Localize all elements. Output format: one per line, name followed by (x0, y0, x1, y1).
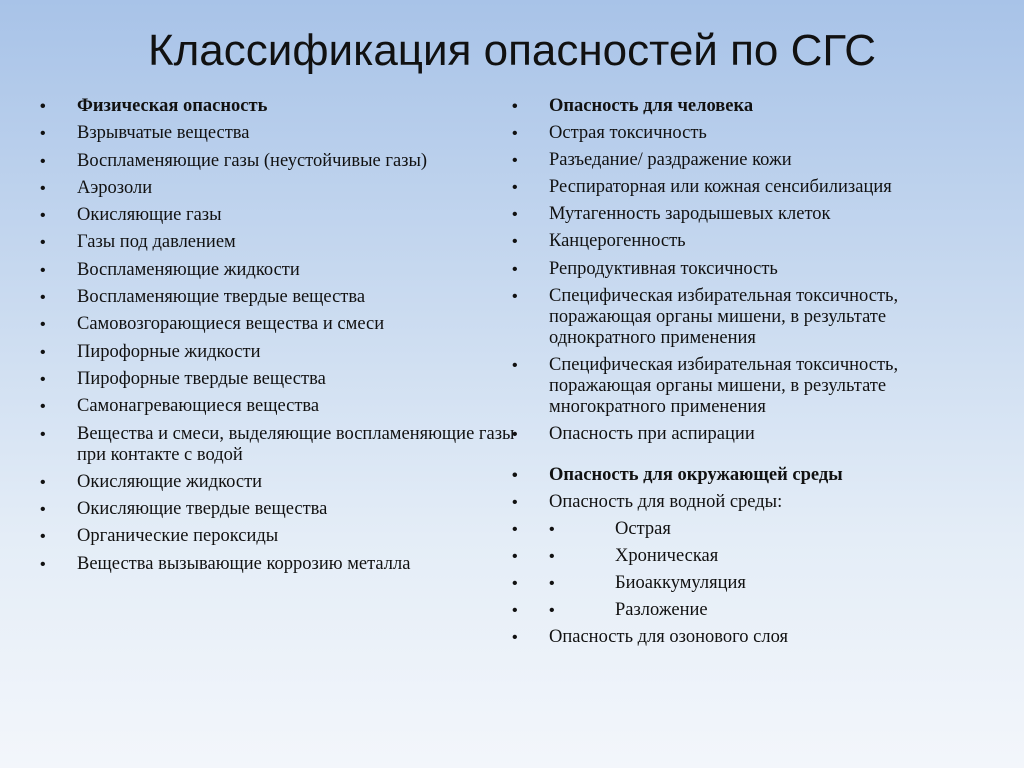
list-item-text: Острая (615, 519, 671, 540)
list-item (40, 526, 515, 547)
list-item-text: Окисляющие газы (77, 205, 222, 226)
list-item-text: Окисляющие твердые вещества (77, 499, 328, 520)
list-item (40, 123, 515, 144)
list-item-text: Респираторная или кожная сенсибилизация (549, 177, 892, 198)
list-item (40, 178, 515, 199)
list-item (512, 519, 992, 540)
list-item-text: Специфическая избирательная токсичность, поражающая органы мишени, в результате многократного применения (549, 354, 899, 417)
list-item-text: Репродуктивная токсичность (549, 258, 778, 279)
slide-title: Классификация опасностей по СГС (147, 26, 877, 75)
list-item-text: Самонагревающиеся вещества (77, 396, 320, 417)
list-item (512, 231, 992, 252)
list-item (40, 96, 515, 117)
list-item (40, 342, 515, 363)
list-item (512, 546, 992, 567)
sub-bullet-icon: • (549, 602, 555, 620)
list-item-text: Органические пероксиды (77, 526, 279, 547)
physical-hazards-list (40, 96, 515, 581)
list-item (512, 492, 992, 513)
list-item-text: Опасность при аспирации (549, 423, 755, 444)
list-item (512, 573, 992, 594)
list-item (40, 260, 515, 281)
list-item (512, 424, 992, 445)
list-item-text: Опасность для человека (549, 96, 754, 116)
list-item (40, 499, 515, 520)
sub-bullet-icon: • (549, 521, 555, 539)
list-item-text: Опасность для водной среды: (549, 491, 783, 512)
list-item (40, 287, 515, 308)
list-item (512, 600, 992, 621)
list-item-text: Вещества вызывающие коррозию металла (77, 553, 411, 574)
list-item (40, 424, 515, 466)
list-item (512, 259, 992, 280)
sub-bullet-icon: • (549, 575, 555, 593)
list-item (40, 205, 515, 226)
list-item-text: Аэрозоли (77, 177, 153, 198)
list-item-text: Газы под давлением (77, 232, 236, 253)
list-item (512, 96, 992, 117)
list-item (512, 177, 992, 198)
list-item-text: Окисляющие жидкости (77, 471, 263, 492)
list-item (512, 123, 992, 144)
list-item-text: Воспламеняющие газы (неустойчивые газы) (77, 150, 428, 171)
list-item (40, 554, 515, 575)
list-item-text: Специфическая избирательная токсичность, поражающая органы мишени, в результате однократного применения (549, 285, 899, 348)
list-item (40, 396, 515, 417)
list-item-text: Воспламеняющие твердые вещества (77, 287, 366, 308)
list-item (40, 232, 515, 253)
list-item-text: Самовозгорающиеся вещества и смеси (77, 314, 385, 335)
list-item (512, 204, 992, 225)
list-item (512, 286, 992, 349)
list-item-text: Вещества и смеси, выделяющие воспламеняющие газы при контакте с водой (77, 423, 515, 465)
list-item-text: Пирофорные твердые вещества (77, 368, 326, 389)
list-item (40, 151, 515, 172)
health-environment-hazards-list (512, 96, 992, 655)
list-item-text: Канцерогенность (549, 231, 686, 252)
list-item-text: Физическая опасность (77, 96, 268, 116)
list-item-text: Мутагенность зародышевых клеток (549, 204, 831, 225)
list-item (40, 472, 515, 493)
list-item (512, 150, 992, 171)
list-item-text: Опасность для озонового слоя (549, 627, 788, 648)
list-item (512, 465, 992, 486)
list-item (512, 355, 992, 418)
list-item-text: Разъедание/ раздражение кожи (549, 150, 792, 171)
list-item-text: Острая токсичность (549, 123, 707, 144)
list-item (40, 369, 515, 390)
list-item-text: Опасность для окружающей среды (549, 464, 843, 485)
list-item-text: Пирофорные жидкости (77, 341, 261, 362)
list-item-text: Биоаккумуляция (615, 573, 746, 594)
sub-bullet-icon: • (549, 548, 555, 566)
list-item (512, 627, 992, 648)
list-item-text: Воспламеняющие жидкости (77, 259, 300, 280)
list-item (40, 314, 515, 335)
list-item-text: Взрывчатые вещества (77, 123, 250, 144)
list-item-text: Разложение (615, 600, 708, 621)
list-item-text: Хроническая (615, 546, 719, 567)
